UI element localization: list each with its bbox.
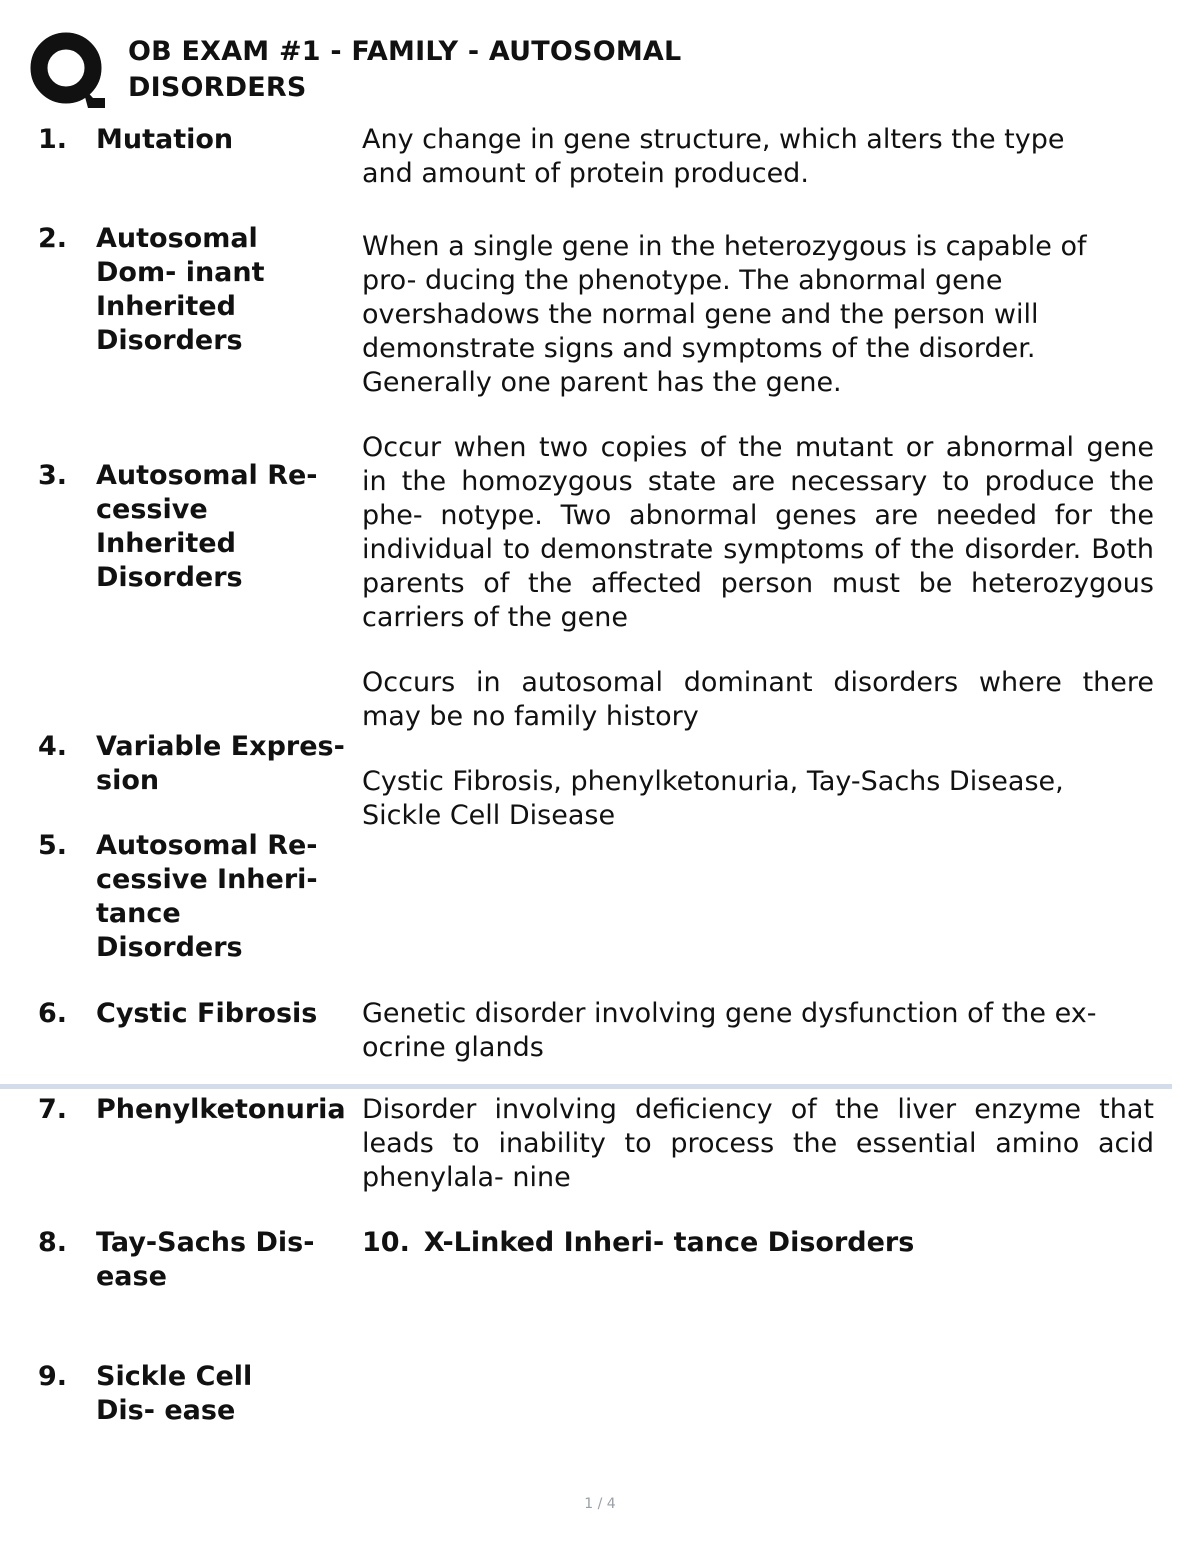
term-line: Dom- inant xyxy=(96,257,265,288)
definition-line: Any change in gene structure, which alters the type xyxy=(362,124,1065,155)
term-line: Inherited xyxy=(96,528,236,559)
term-line: Autosomal Re- xyxy=(96,830,318,861)
item-number: 10. xyxy=(362,1227,410,1258)
term-line: Autosomal Re- xyxy=(96,460,318,491)
definition-line: Occurs in autosomal dominant disorders where there xyxy=(362,667,1154,698)
item-number: 8. xyxy=(38,1227,68,1258)
page-title xyxy=(128,34,681,106)
term-variable-expression xyxy=(96,730,345,798)
definition-line: ocrine glands xyxy=(362,1032,544,1063)
item-number: 5. xyxy=(38,830,68,861)
item-number: 6. xyxy=(38,998,68,1029)
term-line: Cystic Fibrosis xyxy=(96,998,318,1029)
definition-line: Genetic disorder involving gene dysfunction of the ex- xyxy=(362,998,1097,1029)
term-line: Inherited xyxy=(96,291,236,322)
definition-line: in the homozygous state are necessary to produce the xyxy=(362,466,1154,497)
definition-line: Cystic Fibrosis, phenylketonuria, Tay-Sachs Disease, xyxy=(362,766,1064,797)
term-autosomal-recessive xyxy=(96,459,318,595)
item-number: 9. xyxy=(38,1361,68,1392)
term-autosomal-recessive-inheritance xyxy=(96,829,318,965)
page-title-line: OB EXAM #1 - FAMILY - AUTOSOMAL xyxy=(128,36,682,67)
term-line: Tay-Sachs Dis- xyxy=(96,1227,315,1258)
definition-line: pro- ducing the phenotype. The abnormal gene xyxy=(362,265,1003,296)
definition-phenylketonuria xyxy=(362,1093,1154,1195)
definition-autosomal-recessive-inheritance xyxy=(362,765,1154,833)
term-autosomal-dominant xyxy=(96,222,265,358)
definition-line: carriers of the gene xyxy=(362,602,628,633)
term-line: Disorders xyxy=(96,932,243,963)
definition-line: and amount of protein produced. xyxy=(362,158,809,189)
definition-line: overshadows the normal gene and the person will xyxy=(362,299,1039,330)
term-line: sion xyxy=(96,765,160,796)
definition-line: parents of the affected person must be heterozygous xyxy=(362,568,1154,599)
page-number: 1 / 4 xyxy=(584,1496,616,1512)
definition-line: phe- notype. Two abnormal genes are needed for the xyxy=(362,500,1154,531)
definition-line: When a single gene in the heterozygous is capable of xyxy=(362,231,1087,262)
page-divider xyxy=(0,1084,1172,1089)
term-x-linked-inheritance xyxy=(362,1226,914,1260)
definition-line: demonstrate signs and symptoms of the disorder. xyxy=(362,333,1036,364)
term-line: cessive xyxy=(96,494,208,525)
definition-line: individual to demonstrate symptoms of the disorder. Both xyxy=(362,534,1154,565)
definition-line: leads to inability to process the essential amino acid xyxy=(362,1128,1154,1159)
definition-line: phenylala- nine xyxy=(362,1162,571,1193)
definition-line: Occur when two copies of the mutant or abnormal gene xyxy=(362,432,1154,463)
term-line: Dis- ease xyxy=(96,1395,236,1426)
term-phenylketonuria xyxy=(96,1093,346,1127)
item-number: 1. xyxy=(38,124,68,155)
quizlet-q-logo-icon xyxy=(30,32,106,108)
definition-variable-expression xyxy=(362,666,1154,734)
item-number: 4. xyxy=(38,731,68,762)
term-line: Variable Expres- xyxy=(96,731,345,762)
definition-mutation xyxy=(362,123,1154,191)
term-line: tance xyxy=(96,898,181,929)
item-number: 3. xyxy=(38,460,68,491)
term-cystic-fibrosis xyxy=(96,997,317,1031)
term-line: Disorders xyxy=(96,325,243,356)
definition-autosomal-dominant xyxy=(362,230,1154,400)
term-line: ease xyxy=(96,1261,167,1292)
term-line: Phenylketonuria xyxy=(96,1094,346,1125)
definition-autosomal-recessive xyxy=(362,431,1154,635)
term-line: Sickle Cell xyxy=(96,1361,253,1392)
term-line: Mutation xyxy=(96,124,234,155)
item-number: 7. xyxy=(38,1094,68,1125)
term-line: Disorders xyxy=(96,562,243,593)
definition-line: Generally one parent has the gene. xyxy=(362,367,842,398)
definition-cystic-fibrosis xyxy=(362,997,1154,1065)
term-line: Autosomal xyxy=(96,223,258,254)
term-line: X-Linked Inheri- tance Disorders xyxy=(423,1227,915,1258)
term-tay-sachs xyxy=(96,1226,314,1294)
term-sickle-cell xyxy=(96,1360,252,1428)
page-title-line: DISORDERS xyxy=(128,72,307,103)
term-mutation xyxy=(96,123,233,157)
definition-line: may be no family history xyxy=(362,701,699,732)
item-number: 2. xyxy=(38,223,68,254)
term-line: cessive Inheri- xyxy=(96,864,318,895)
definition-line: Disorder involving deficiency of the liver enzyme that xyxy=(362,1094,1154,1125)
definition-line: Sickle Cell Disease xyxy=(362,800,616,831)
